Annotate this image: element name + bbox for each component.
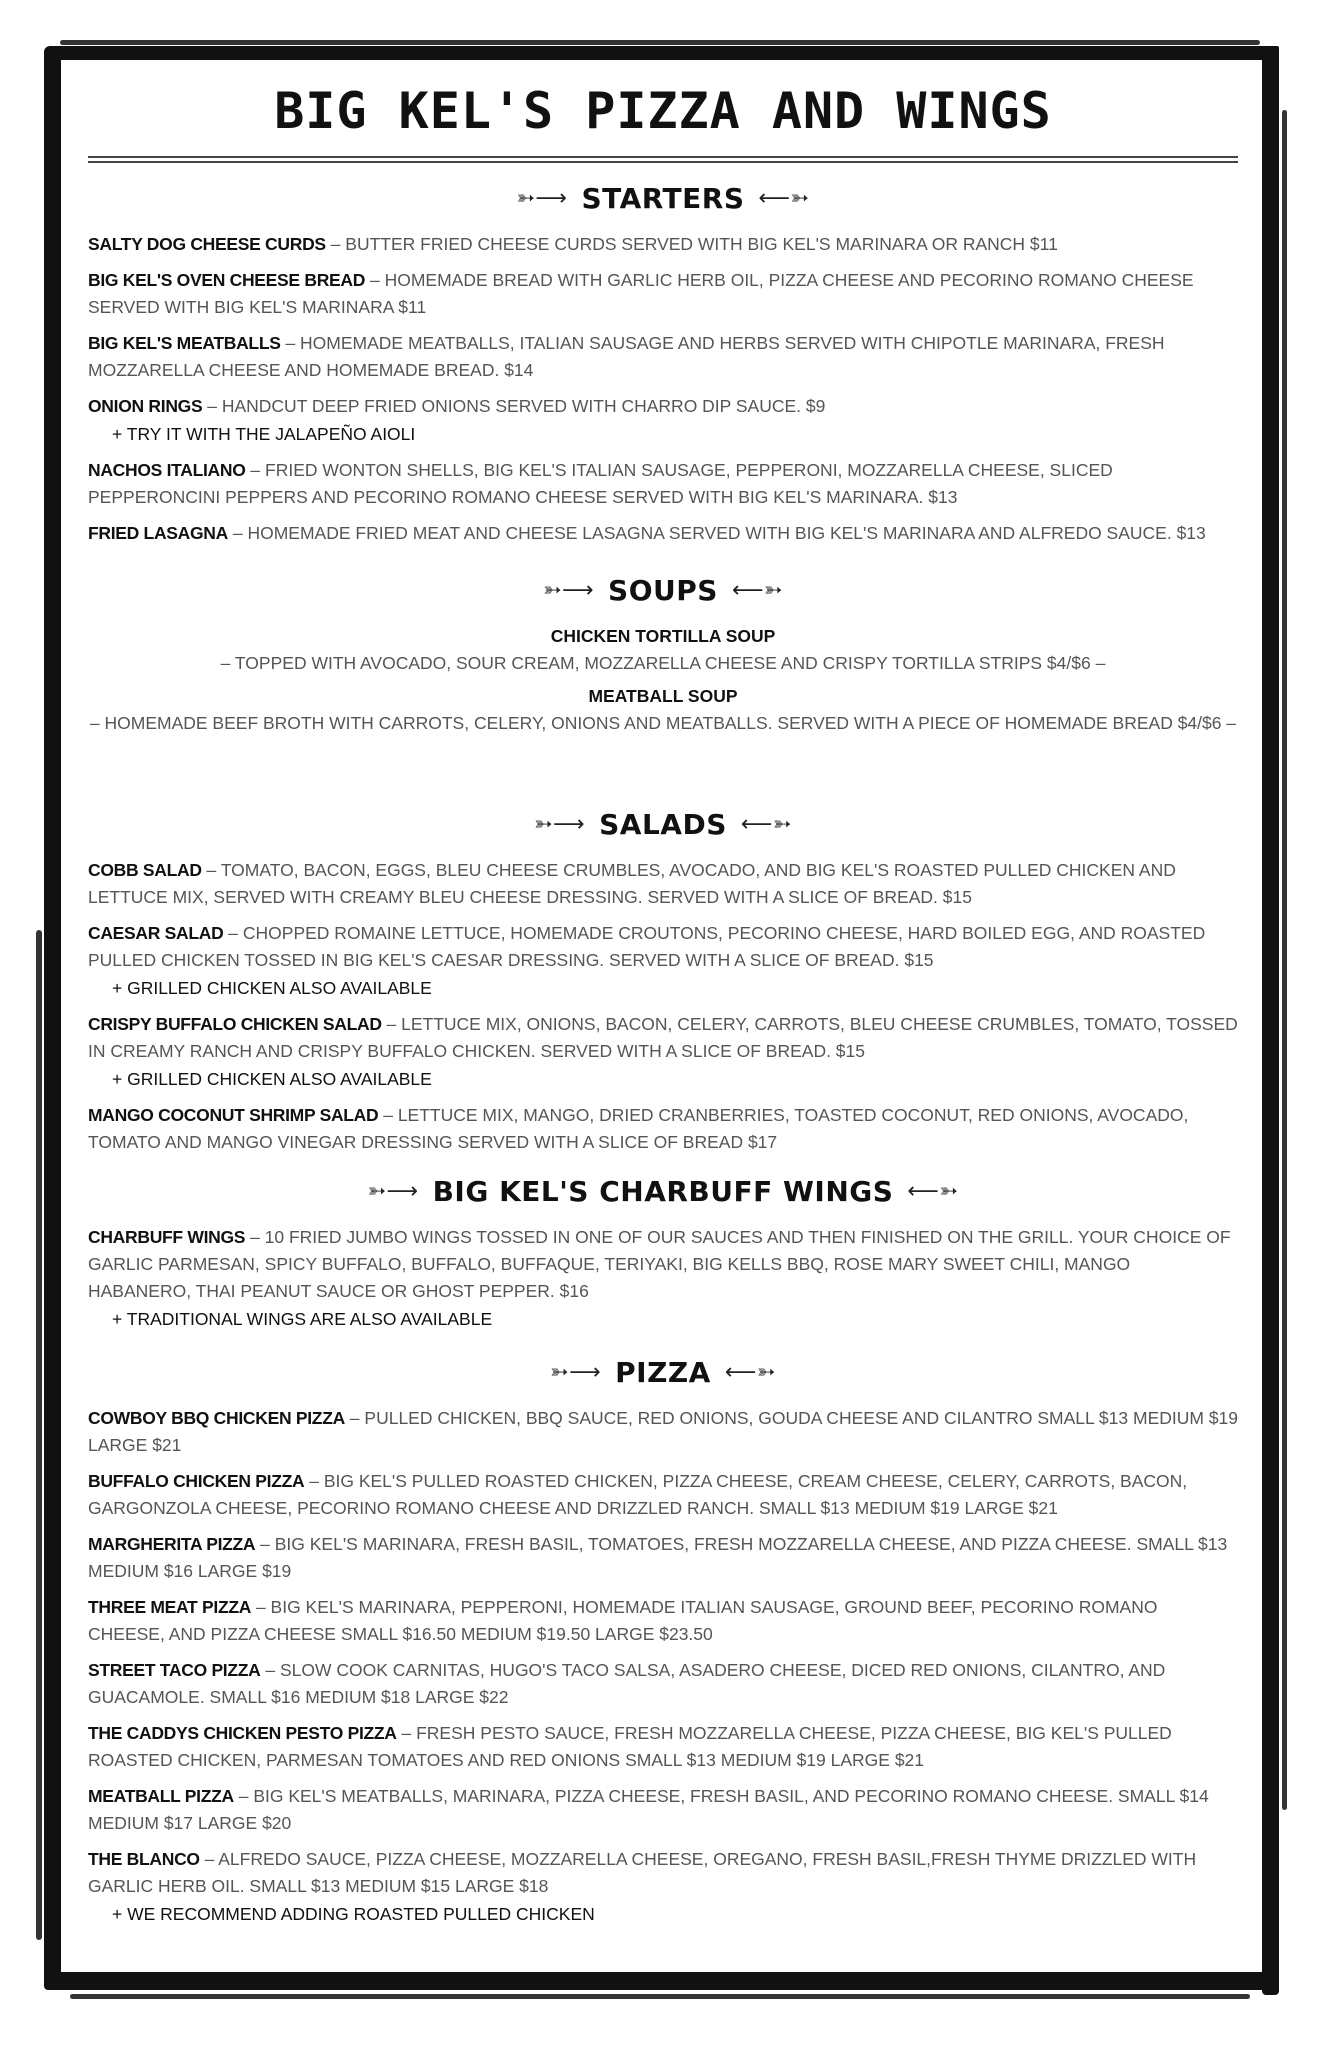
- soup-name: CHICKEN TORTILLA SOUP: [550, 626, 776, 646]
- menu-item-name: COBB SALAD: [88, 860, 202, 880]
- menu-item: [88, 920, 1238, 974]
- menu-item-description: HANDCUT DEEP FRIED ONIONS SERVED WITH CHARRO DIP SAUCE. $9: [221, 396, 826, 416]
- menu-item-description: BIG KEL'S MEATBALLS, MARINARA, PIZZA CHEESE, FRESH BASIL, AND PECORINO ROMANO CHEESE. SMALL $14 MEDIUM $17 LARGE $20: [88, 1786, 1209, 1833]
- menu-item-separator: –: [325, 234, 346, 254]
- menu-item-separator: –: [365, 270, 385, 290]
- menu-item: [88, 267, 1238, 321]
- section-title: SALADS: [599, 808, 727, 841]
- menu-item: [88, 1657, 1238, 1711]
- arrow-right-icon: ➳⟶: [543, 578, 595, 603]
- soup-description: – TOPPED WITH AVOCADO, SOUR CREAM, MOZZARELLA CHEESE AND CRISPY TORTILLA STRIPS $4/$6 –: [220, 653, 1106, 673]
- menu-item: [88, 520, 1238, 547]
- arrow-right-icon: ➳⟶: [534, 812, 586, 837]
- soup-name: MEATBALL SOUP: [588, 686, 738, 706]
- menu-item-description: BIG KEL'S MARINARA, FRESH BASIL, TOMATOES, FRESH MOZZARELLA CHEESE, AND PIZZA CHEESE. SMALL $13 MEDIUM $16 LARGE $19: [88, 1534, 1228, 1581]
- menu-item-name: CAESAR SALAD: [88, 923, 224, 943]
- menu-item-separator: –: [251, 1597, 271, 1617]
- menu-title: BIG KEL'S PIZZA AND WINGS: [274, 82, 1052, 140]
- menu-item-description: BUTTER FRIED CHEESE CURDS SERVED WITH BIG KEL'S MARINARA OR RANCH $11: [345, 234, 1058, 254]
- menu-item-name: THREE MEAT PIZZA: [88, 1597, 252, 1617]
- menu-item-addon: + TRADITIONAL WINGS ARE ALSO AVAILABLE: [112, 1309, 493, 1329]
- arrow-left-icon: ⟵➳: [724, 1360, 776, 1385]
- section-list-starters: [88, 231, 1238, 547]
- menu-item-addon: + GRILLED CHICKEN ALSO AVAILABLE: [112, 978, 432, 998]
- section-heading-pizza: [88, 1355, 1238, 1391]
- menu-item: [88, 1531, 1238, 1585]
- menu-item-description: ALFREDO SAUCE, PIZZA CHEESE, MOZZARELLA CHEESE, OREGANO, FRESH BASIL,FRESH THYME DRIZZLED WITH GARLIC HERB OIL. SMALL $13 MEDIUM $15 LARGE $18: [88, 1849, 1197, 1896]
- menu-item: [88, 393, 1238, 420]
- menu-item-description: TOMATO, BACON, EGGS, BLEU CHEESE CRUMBLES, AVOCADO, AND BIG KEL'S ROASTED PULLED CHICKEN AND LETTUCE MIX, SERVED WITH CREAMY BLEU CHEESE DRESSING. SERVED WITH A SLICE OF BREAD. $15: [88, 860, 1176, 907]
- frame-bottom: [44, 1972, 1279, 1990]
- section-list-pizza: [88, 1405, 1238, 1928]
- section-list-wings: [88, 1224, 1238, 1333]
- frame-right: [1262, 50, 1279, 1995]
- arrow-left-icon: ⟵➳: [740, 812, 792, 837]
- menu-item-addon: + TRY IT WITH THE JALAPEÑO AIOLI: [112, 424, 416, 444]
- section-heading-salads: [88, 807, 1238, 843]
- arrow-left-icon: ⟵➳: [758, 186, 810, 211]
- menu-item-name: FRIED LASAGNA: [88, 523, 228, 543]
- menu-item-addon: + GRILLED CHICKEN ALSO AVAILABLE: [112, 1069, 432, 1089]
- menu-item-separator: –: [381, 1014, 402, 1034]
- soup-item: [88, 623, 1238, 677]
- menu-item-separator: –: [378, 1105, 398, 1125]
- menu-item-separator: –: [280, 333, 301, 353]
- arrow-left-icon: ⟵➳: [731, 578, 783, 603]
- menu-item-name: STREET TACO PIZZA: [88, 1660, 261, 1680]
- frame-right-stroke: [1282, 110, 1287, 1810]
- menu-item-separator: –: [233, 1786, 254, 1806]
- menu-item: [88, 330, 1238, 384]
- menu-item: [88, 1783, 1238, 1837]
- menu-item-separator: –: [199, 1849, 219, 1869]
- menu-item-name: ONION RINGS: [88, 396, 203, 416]
- section-heading-starters: [88, 181, 1238, 217]
- menu-item-description: 10 FRIED JUMBO WINGS TOSSED IN ONE OF OUR SAUCES AND THEN FINISHED ON THE GRILL. YOUR CHOICE OF GARLIC PARMESAN, SPICY BUFFALO, BUFFALO, BUFFAQUE, TERIYAKI, BIG KELLS BBQ, ROSE MARY SWEET CHILI, MANGO HABANERO, THAI PEANUT SAUCE OR GHOST PEPPER. $16: [88, 1227, 1231, 1301]
- menu-item-name: MARGHERITA PIZZA: [88, 1534, 256, 1554]
- soup-item: [88, 683, 1238, 737]
- section-title: STARTERS: [581, 182, 745, 215]
- menu-item-description: FRIED WONTON SHELLS, BIG KEL'S ITALIAN SAUSAGE, PEPPERONI, MOZZARELLA CHEESE, SLICED PEPPERONCINI PEPPERS AND PECORINO ROMANO CHEESE SERVED WITH BIG KEL'S MARINARA. $13: [88, 460, 1113, 507]
- menu-item: [88, 1846, 1238, 1900]
- menu-item-separator: –: [304, 1471, 324, 1491]
- menu-item: [88, 231, 1238, 258]
- section-title: SOUPS: [608, 574, 718, 607]
- menu-item-separator: –: [202, 396, 222, 416]
- menu-item-description: SLOW COOK CARNITAS, HUGO'S TACO SALSA, ASADERO CHEESE, DICED RED ONIONS, CILANTRO, AND GUACAMOLE. SMALL $16 MEDIUM $18 LARGE $22: [88, 1660, 1166, 1707]
- menu-item-separator: –: [255, 1534, 275, 1554]
- menu-page: [88, 78, 1238, 1937]
- menu-item: [88, 457, 1238, 511]
- frame-left: [44, 50, 61, 1980]
- menu-item-description: LETTUCE MIX, ONIONS, BACON, CELERY, CARROTS, BLEU CHEESE CRUMBLES, TOMATO, TOSSED IN CREAMY RANCH AND CRISPY BUFFALO CHICKEN. SERVED WITH A SLICE OF BREAD. $15: [88, 1014, 1238, 1061]
- menu-item-name: MANGO COCONUT SHRIMP SALAD: [88, 1105, 379, 1125]
- section-list-soups: [88, 623, 1238, 737]
- menu-item-description: HOMEMADE BREAD WITH GARLIC HERB OIL, PIZZA CHEESE AND PECORINO ROMANO CHEESE SERVED WITH BIG KEL'S MARINARA $11: [88, 270, 1194, 317]
- menu-item: [88, 1102, 1238, 1156]
- menu-item-name: SALTY DOG CHEESE CURDS: [88, 234, 326, 254]
- arrow-left-icon: ⟵➳: [907, 1179, 959, 1204]
- frame-top: [44, 46, 1279, 60]
- arrow-right-icon: ➳⟶: [550, 1360, 602, 1385]
- menu-item-name: BUFFALO CHICKEN PIZZA: [88, 1471, 305, 1491]
- menu-item-description: HOMEMADE FRIED MEAT AND CHEESE LASAGNA SERVED WITH BIG KEL'S MARINARA AND ALFREDO SAUCE. $13: [247, 523, 1206, 543]
- menu-item-name: CHARBUFF WINGS: [88, 1227, 246, 1247]
- menu-item-description: BIG KEL'S PULLED ROASTED CHICKEN, PIZZA CHEESE, CREAM CHEESE, CELERY, CARROTS, BACON, GARGONZOLA CHEESE, PECORINO ROMANO CHEESE AND DRIZZLED RANCH. SMALL $13 MEDIUM $19 LARGE $21: [88, 1471, 1188, 1518]
- menu-item-separator: –: [396, 1723, 417, 1743]
- menu-item-separator: –: [223, 923, 243, 943]
- section-heading-soups: [88, 573, 1238, 609]
- section-title: BIG KEL'S CHARBUFF WINGS: [432, 1175, 894, 1208]
- menu-item-name: COWBOY BBQ CHICKEN PIZZA: [88, 1408, 345, 1428]
- section-title: PIZZA: [615, 1356, 711, 1389]
- menu-item-name: CRISPY BUFFALO CHICKEN SALAD: [88, 1014, 382, 1034]
- menu-item-description: HOMEMADE MEATBALLS, ITALIAN SAUSAGE AND HERBS SERVED WITH CHIPOTLE MARINARA, FRESH MOZZARELLA CHEESE AND HOMEMADE BREAD. $14: [88, 333, 1165, 380]
- menu-item-name: NACHOS ITALIANO: [88, 460, 246, 480]
- spacer: [88, 743, 1238, 789]
- menu-item-name: THE CADDYS CHICKEN PESTO PIZZA: [88, 1723, 397, 1743]
- menu-item: [88, 1720, 1238, 1774]
- frame-left-stroke: [36, 930, 42, 1940]
- menu-item-separator: –: [228, 523, 248, 543]
- menu-item-name: BIG KEL'S MEATBALLS: [88, 333, 281, 353]
- menu-item-separator: –: [245, 460, 265, 480]
- section-list-salads: [88, 857, 1238, 1156]
- title-divider: [88, 156, 1238, 163]
- menu-item-description: PULLED CHICKEN, BBQ SAUCE, RED ONIONS, GOUDA CHEESE AND CILANTRO SMALL $13 MEDIUM $19 LARGE $21: [88, 1408, 1239, 1455]
- menu-item: [88, 857, 1238, 911]
- arrow-right-icon: ➳⟶: [516, 186, 568, 211]
- menu-item-separator: –: [260, 1660, 280, 1680]
- menu-item: [88, 1468, 1238, 1522]
- menu-item: [88, 1224, 1238, 1305]
- menu-item: [88, 1594, 1238, 1648]
- menu-item-name: THE BLANCO: [88, 1849, 200, 1869]
- menu-item-name: MEATBALL PIZZA: [88, 1786, 234, 1806]
- menu-item-separator: –: [344, 1408, 365, 1428]
- menu-item: [88, 1405, 1238, 1459]
- menu-item-separator: –: [201, 860, 221, 880]
- soup-description: – HOMEMADE BEEF BROTH WITH CARROTS, CELERY, ONIONS AND MEATBALLS. SERVED WITH A PIECE OF HOMEMADE BREAD $4/$6 –: [89, 713, 1237, 733]
- menu-item-description: LETTUCE MIX, MANGO, DRIED CRANBERRIES, TOASTED COCONUT, RED ONIONS, AVOCADO, TOMATO AND MANGO VINEGAR DRESSING SERVED WITH A SLICE OF BREAD $17: [88, 1105, 1189, 1152]
- menu-item-description: FRESH PESTO SAUCE, FRESH MOZZARELLA CHEESE, PIZZA CHEESE, BIG KEL'S PULLED ROASTED CHICKEN, PARMESAN TOMATOES AND RED ONIONS SMALL $13 MEDIUM $19 LARGE $21: [88, 1723, 1172, 1770]
- menu-item-name: BIG KEL'S OVEN CHEESE BREAD: [88, 270, 366, 290]
- menu-item-separator: –: [245, 1227, 265, 1247]
- arrow-right-icon: ➳⟶: [367, 1179, 419, 1204]
- menu-item-description: CHOPPED ROMAINE LETTUCE, HOMEMADE CROUTONS, PECORINO CHEESE, HARD BOILED EGG, AND ROASTED PULLED CHICKEN TOSSED IN BIG KEL'S CAESAR DRESSING. SERVED WITH A SLICE OF BREAD. $15: [88, 923, 1206, 970]
- frame-bottom-stroke: [70, 1994, 1250, 1999]
- frame-top-stroke: [60, 40, 1260, 45]
- menu-item: [88, 1011, 1238, 1065]
- menu-item-addon: + WE RECOMMEND ADDING ROASTED PULLED CHICKEN: [112, 1904, 595, 1924]
- menu-item-description: BIG KEL'S MARINARA, PEPPERONI, HOMEMADE ITALIAN SAUSAGE, GROUND BEEF, PECORINO ROMANO CHEESE, AND PIZZA CHEESE SMALL $16.50 MEDIUM $19.50 LARGE $23.50: [88, 1597, 1158, 1644]
- section-heading-wings: [88, 1174, 1238, 1210]
